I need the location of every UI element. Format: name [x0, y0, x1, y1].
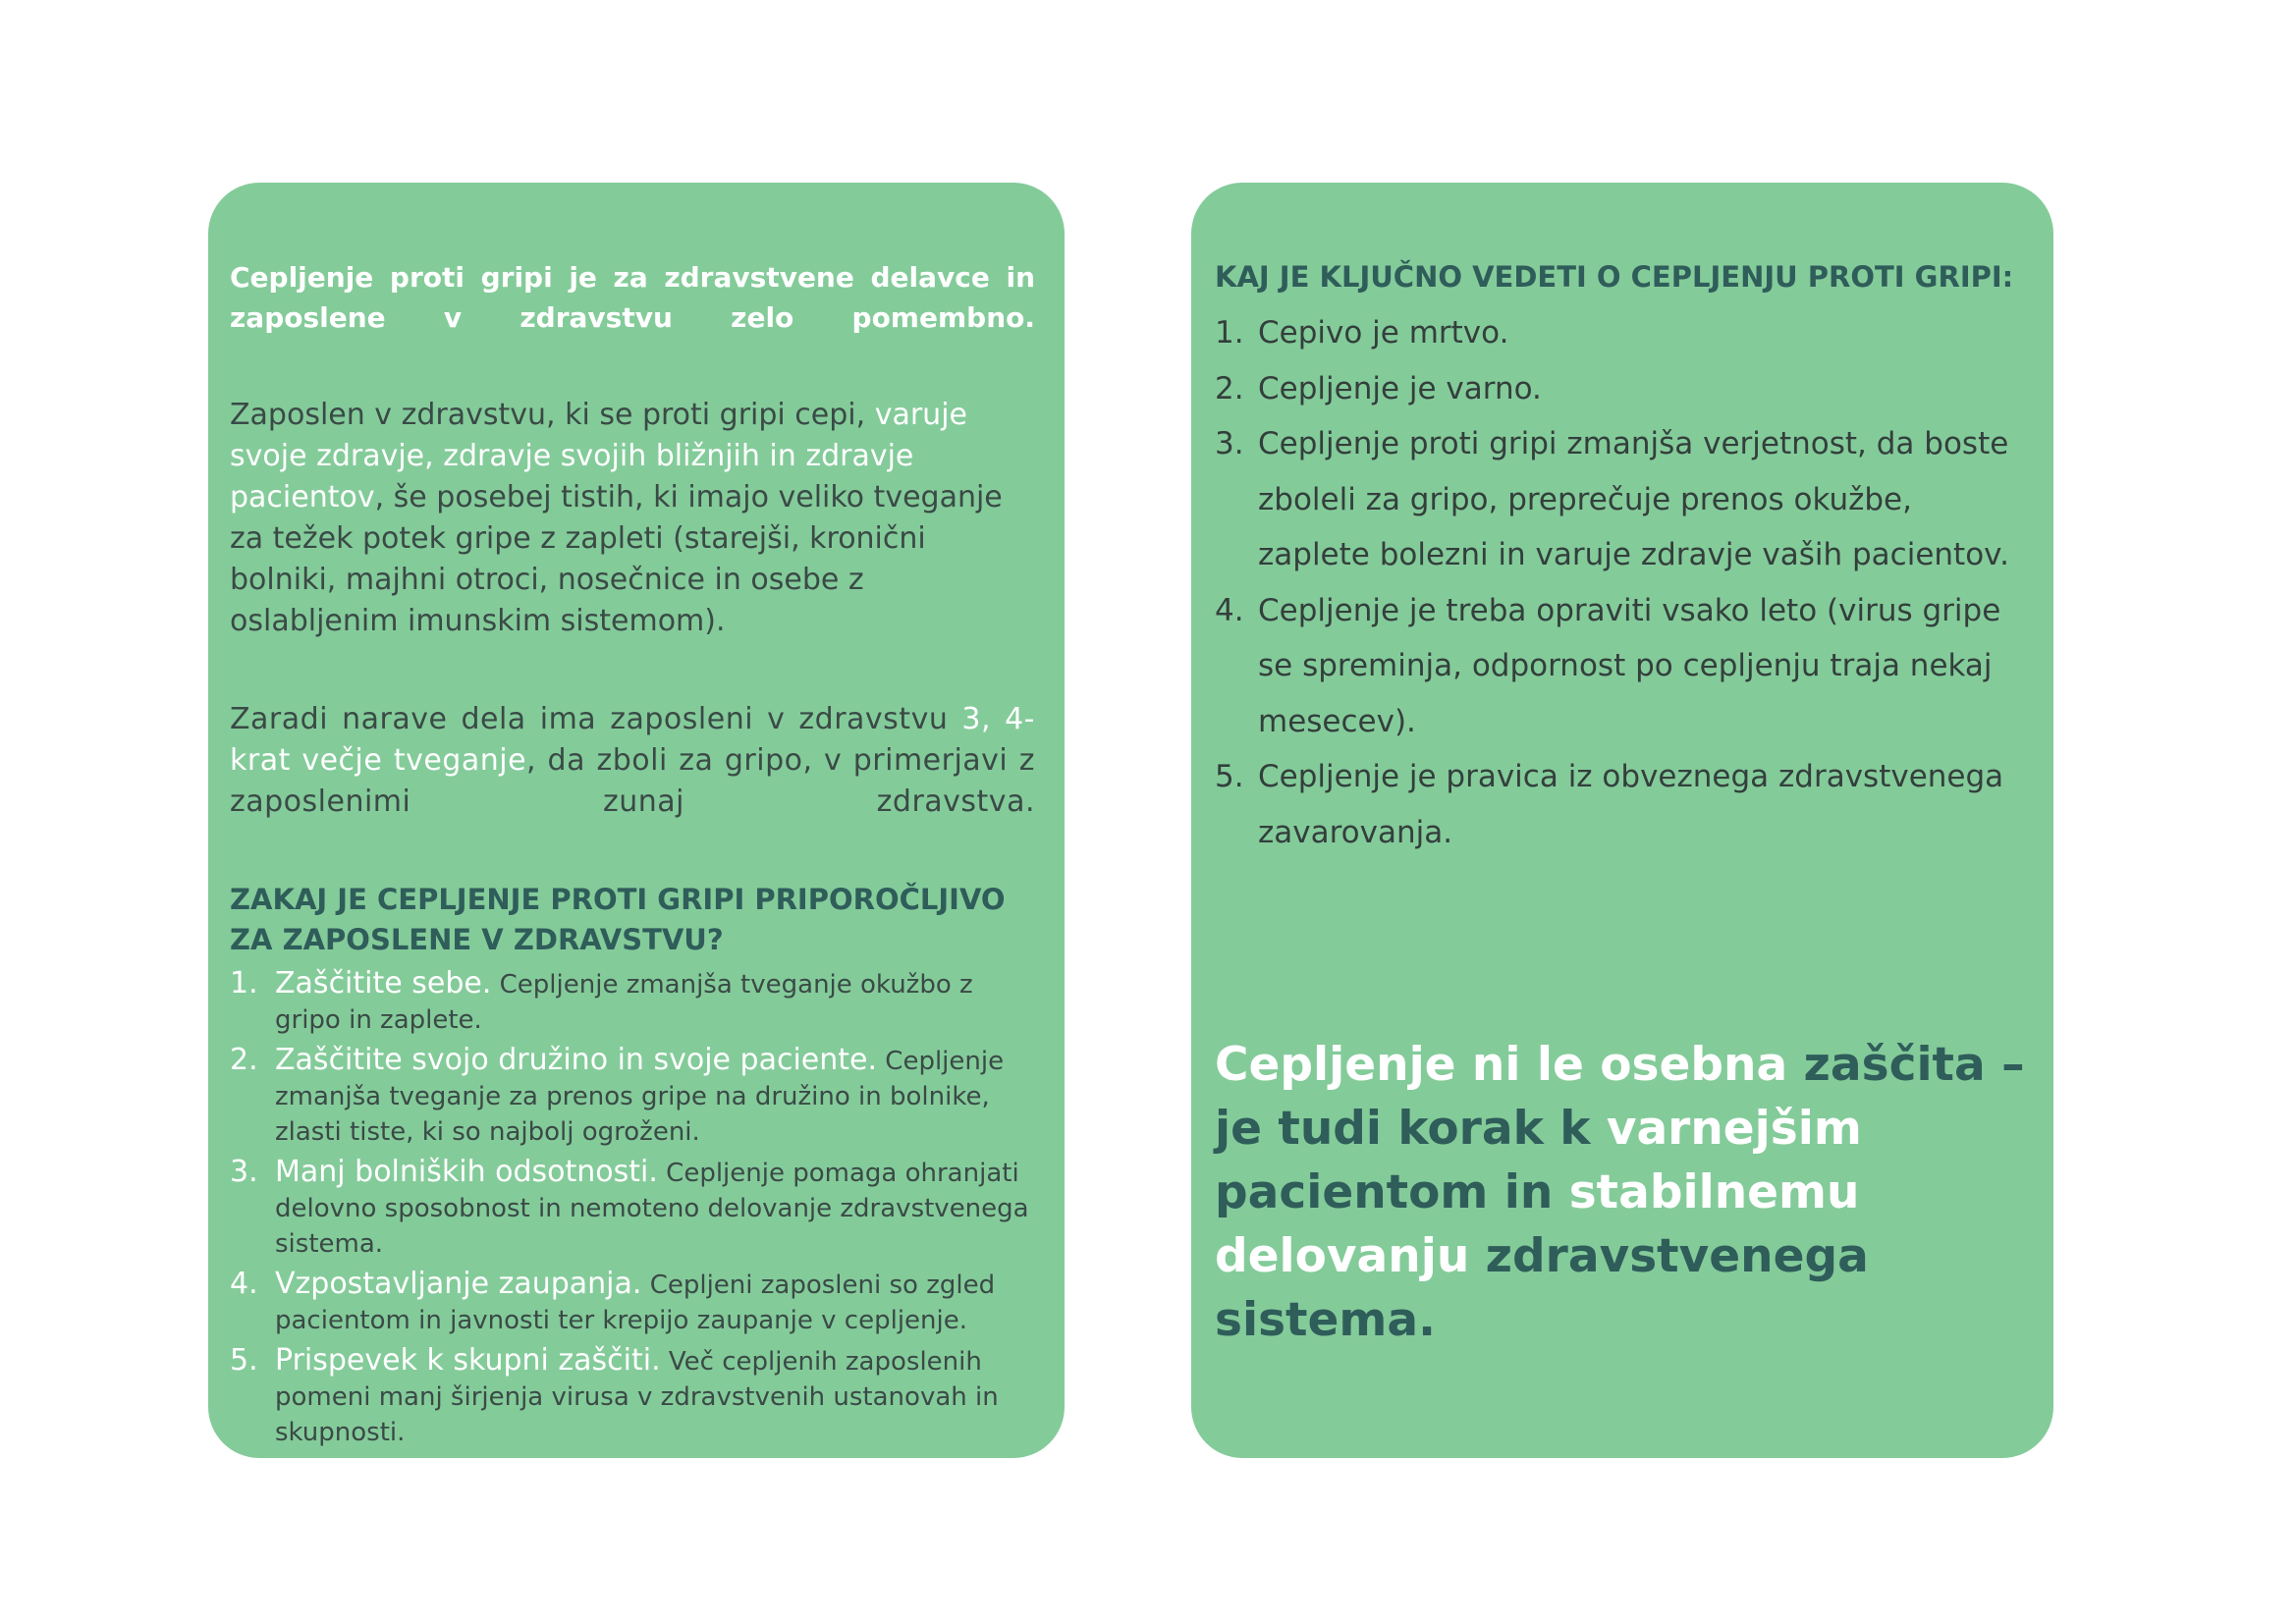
- key-fact-number: 2.: [1215, 370, 1244, 406]
- benefit-paragraph-end: , še posebej tistih, ki imajo veliko tveganje za težek potek gripe z zapleti (starejši, kronični bolniki, majhni otroci, nosečnice in osebe z oslabljenim imunskim sistemom).: [230, 480, 1003, 638]
- key-fact-number: 3.: [1215, 426, 1244, 461]
- why-item-text: Cepljeni zaposleni so zgled pacientom in javnosti ter krepijo zaupanje v cepljenje.: [275, 1271, 996, 1335]
- why-item-number: 1.: [230, 966, 258, 1001]
- why-item-lead: Prispevek k skupni zaščiti.: [275, 1343, 661, 1378]
- risk-paragraph-highlight: 3, 4-krat večje tveganje: [230, 702, 1035, 778]
- benefit-paragraph: [230, 395, 1035, 642]
- key-fact-number: 1.: [1215, 315, 1244, 351]
- why-item: [230, 966, 1035, 1038]
- why-item-text: Cepljenje pomaga ohranjati delovno sposobnost in nemoteno delovanje zdravstvenega sistema.: [275, 1159, 1029, 1259]
- why-item-number: 4.: [230, 1267, 258, 1301]
- benefit-paragraph-start: Zaposlen v zdravstvu, ki se proti gripi cepi,: [230, 398, 875, 432]
- key-fact-text: Cepljenje je treba opraviti vsako leto (virus gripe se spreminja, odpornost po cepljenju traja nekaj mesecev).: [1258, 592, 2001, 739]
- key-fact-item: [1215, 361, 2018, 417]
- key-fact-item: [1215, 749, 2018, 860]
- key-facts-heading: KAJ JE KLJUČNO VEDETI O CEPLJENJU PROTI GRIPI:: [1215, 260, 2014, 294]
- why-item: [230, 1343, 1035, 1450]
- key-fact-item: [1215, 416, 2018, 583]
- why-item-number: 5.: [230, 1343, 258, 1378]
- key-fact-item: [1215, 305, 2018, 361]
- key-fact-number: 4.: [1215, 592, 1244, 628]
- slogan-part: zdravstvenega sistema.: [1215, 1229, 1869, 1347]
- why-item-lead: Manj bolniških odsotnosti.: [275, 1155, 658, 1189]
- slogan-part: zaščita – je tudi korak k: [1215, 1038, 2025, 1156]
- why-heading: ZAKAJ JE CEPLJENJE PROTI GRIPI PRIPOROČLJIVO ZA ZAPOSLENE V ZDRAVSTVU?: [230, 883, 1006, 956]
- slogan-part: varnejšim: [1606, 1102, 1862, 1156]
- slogan-part: stabilnemu delovanju: [1215, 1165, 1860, 1283]
- why-item: [230, 1043, 1035, 1150]
- key-fact-text: Cepivo je mrtvo.: [1258, 315, 1509, 351]
- key-fact-text: Cepljenje proti gripi zmanjša verjetnost, da boste zboleli za gripo, preprečuje prenos okužbe, zaplete bolezni in varuje zdravje vaših pacientov.: [1258, 426, 2009, 572]
- why-item-number: 2.: [230, 1043, 258, 1077]
- slogan: [1215, 1033, 2030, 1352]
- key-fact-text: Cepljenje je varno.: [1258, 370, 1542, 406]
- why-item: [230, 1155, 1035, 1262]
- why-item: [230, 1267, 1035, 1338]
- why-item-text: Cepljenje zmanjša tveganje za prenos gripe na družino in bolnike, zlasti tiste, ki so najbolj ogroženi.: [275, 1047, 1005, 1147]
- key-fact-text: Cepljenje je pravica iz obveznega zdravstvenega zavarovanja.: [1258, 759, 2004, 850]
- risk-paragraph-end: , da zboli za gripo, v primerjavi z zaposlenimi zunaj zdravstva.: [230, 743, 1035, 819]
- risk-paragraph-start: Zaradi narave dela ima zaposleni v zdravstvu: [230, 702, 962, 736]
- key-fact-item: [1215, 583, 2018, 750]
- slogan-part: Cepljenje ni le osebna: [1215, 1038, 1804, 1092]
- why-list: [230, 966, 1035, 1450]
- right-info-card: [1191, 183, 2053, 1458]
- benefit-paragraph-highlight: varuje svoje zdravje, zdravje svojih bližnjih in zdravje pacientov: [230, 398, 967, 514]
- key-fact-number: 5.: [1215, 759, 1244, 794]
- risk-paragraph: [230, 699, 1035, 823]
- why-item-lead: Vzpostavljanje zaupanja.: [275, 1267, 642, 1301]
- why-item-text: Več cepljenih zaposlenih pomeni manj širjenja virusa v zdravstvenih ustanovah in skupnosti.: [275, 1347, 999, 1447]
- key-facts-list: [1215, 305, 2018, 860]
- why-item-number: 3.: [230, 1155, 258, 1189]
- why-item-lead: Zaščitite svojo družino in svoje paciente.: [275, 1043, 878, 1077]
- why-item-text: Cepljenje zmanjša tveganje okužbo z gripo in zaplete.: [275, 970, 973, 1035]
- slogan-part: pacientom in: [1215, 1165, 1569, 1219]
- intro-statement: Cepljenje proti gripi je za zdravstvene delavce in zaposlene v zdravstvu zelo pomembno.: [230, 261, 1035, 334]
- why-item-lead: Zaščitite sebe.: [275, 966, 492, 1001]
- left-info-card: [208, 183, 1065, 1458]
